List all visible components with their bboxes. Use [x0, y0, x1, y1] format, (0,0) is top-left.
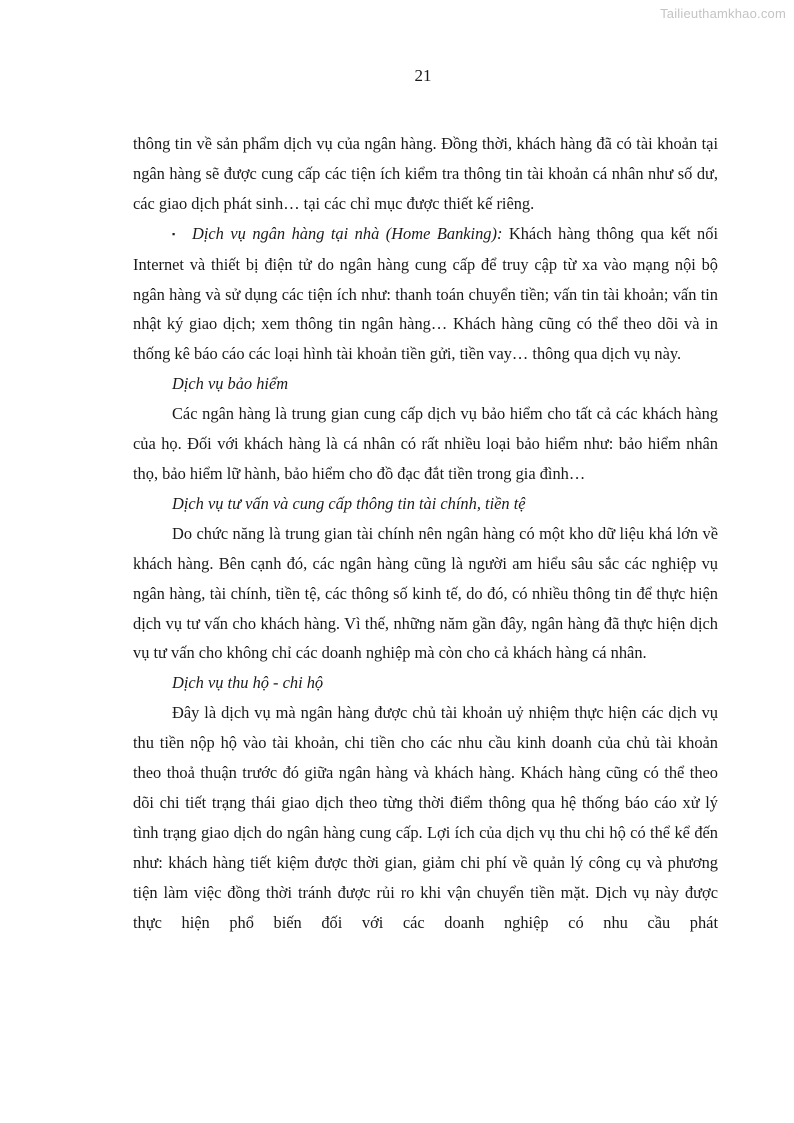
section-heading-collection: Dịch vụ thu hộ - chi hộ — [172, 673, 324, 693]
bullet-text: Khách hàng thông qua kết nối Internet và thiết bị điện tử do ngân hàng cung cấp để truy cập từ xa vào mạng nội bộ ngân hàng và sử dụng các tiện ích như: thanh toán chuyển tiền; vấn tin tài khoản; vấn tin nhật ký giao dịch; xem thông tin ngân hàng… Khách hàng cũng có thể theo dõi và in thống kê báo cáo các loại hình tài khoản tiền gửi, tiền vay… thông qua dịch vụ này. — [133, 223, 718, 364]
document-body — [133, 129, 718, 937]
bullet-paragraph-home-banking — [133, 219, 718, 370]
paragraph-consulting: Do chức năng là trung gian tài chính nên ngân hàng có một kho dữ liệu khá lớn về khách hàng. Bên cạnh đó, các ngân hàng cũng là người am hiểu sâu sắc các nghiệp vụ ngân hàng, tài chính, tiền tệ, các thông số kinh tế, do đó, có nhiều thông tin để thực hiện dịch vụ tư vấn cho khách hàng. Vì thế, những năm gần đây, ngân hàng đã thực hiện dịch vụ tư vấn cho không chỉ các doanh nghiệp mà còn cho cả khách hàng cá nhân. — [133, 523, 718, 663]
section-heading-consulting: Dịch vụ tư vấn và cung cấp thông tin tài chính, tiền tệ — [172, 493, 526, 513]
watermark-text: Tailieuthamkhao.com — [660, 6, 786, 21]
square-bullet-icon: ▪ — [172, 228, 176, 239]
continuation-paragraph: thông tin về sản phẩm dịch vụ của ngân hàng. Đồng thời, khách hàng đã có tài khoản tại ngân hàng sẽ được cung cấp các tiện ích kiểm tra thông tin tài khoản cá nhân như số dư, các giao dịch phát sinh… tại các chỉ mục được thiết kế riêng. — [133, 134, 718, 213]
paragraph-insurance: Các ngân hàng là trung gian cung cấp dịch vụ bảo hiểm cho tất cả các khách hàng của họ. Đối với khách hàng là cá nhân có rất nhiều loại bảo hiểm như: bảo hiểm nhân thọ, bảo hiểm lữ hành, bảo hiểm cho đồ đạc đắt tiền trong gia đình… — [133, 404, 718, 483]
page-number: 21 — [414, 66, 432, 85]
paragraph-collection: Đây là dịch vụ mà ngân hàng được chủ tài khoản uỷ nhiệm thực hiện các dịch vụ thu tiền nộp hộ vào tài khoản, chi tiền cho các nhu cầu kinh doanh của chủ tài khoản theo thoả thuận trước đó giữa ngân hàng và khách hàng. Khách hàng cũng có thể theo dõi chi tiết trạng thái giao dịch theo từng thời điểm thông qua hệ thống báo cáo xử lý tình trạng giao dịch do ngân hàng cung cấp. Lợi ích của dịch vụ thu chi hộ có thể kể đến như: khách hàng tiết kiệm được thời gian, giảm chi phí về quản lý công cụ và phương tiện làm việc đồng thời tránh được rủi ro khi vận chuyển tiền mặt. Dịch vụ này được thực hiện phổ biến đối với các doanh nghiệp có nhu cầu phát — [133, 703, 718, 932]
bullet-title: Dịch vụ ngân hàng tại nhà (Home Banking): — [192, 223, 503, 243]
section-heading-insurance: Dịch vụ bảo hiểm — [172, 374, 289, 394]
